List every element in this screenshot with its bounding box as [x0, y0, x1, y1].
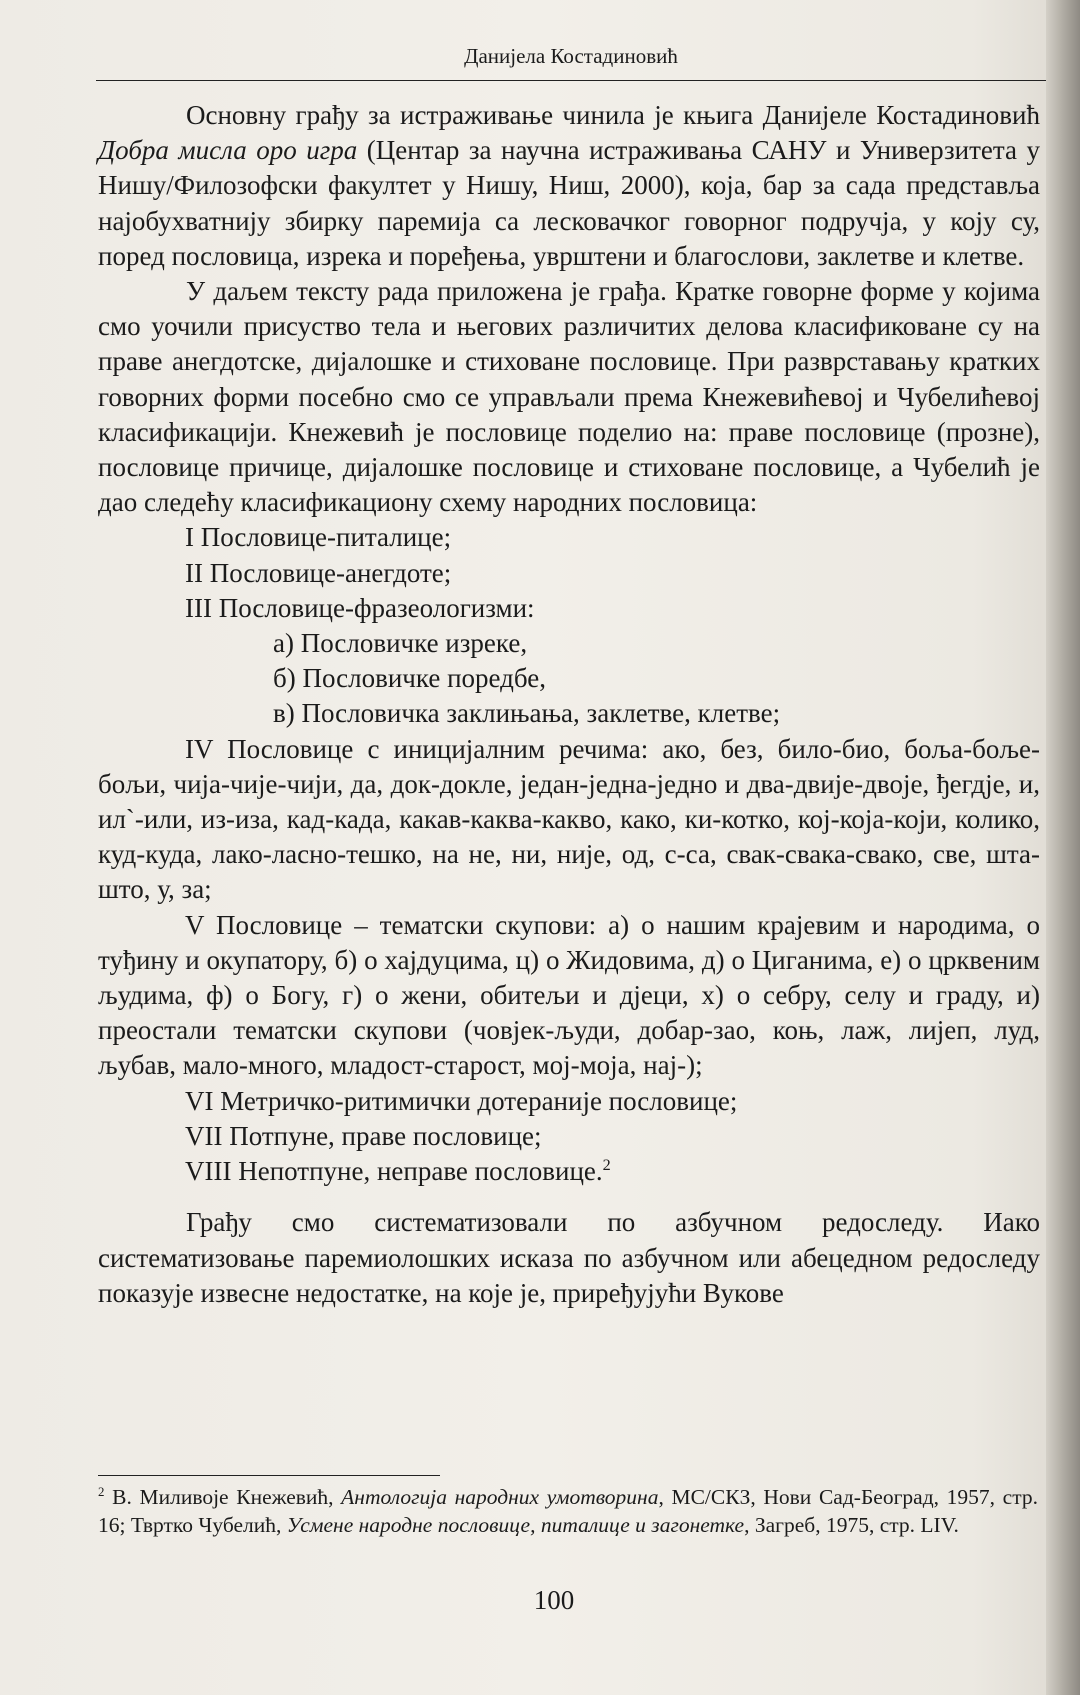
paragraph-3: Грађу смо систематизовали по азбучном редоследу. Иако систематизовање паремиолошких исказа по азбучном или абецедном редоследу показује извесне недостатке, на које је, приређујући Вукове [98, 1207, 1040, 1308]
classification-subitem-a: а) Пословичке изреке, [273, 628, 528, 659]
classification-item-5: V Пословице – тематски скупови: а) о нашим крајевим и народима, о туђину и окупатору, б) о хајдуцима, ц) о Жидовима, д) о Циганима, е) о црквеним људима, ф) о Богу, г) о жени, обитељи и дјеци, х) о себру, селу и граду, и) преостали тематски скупови (човјек-људи, добар-зао, коњ, лаж, лијеп, луд, љубав, мало-много, младост-старост, мој-моја, нај-); [98, 909, 1040, 1081]
page-number: 100 [533, 1585, 575, 1615]
classification-item-2: II Пословице-анегдоте; [185, 557, 452, 588]
running-header: Данијела Костадиновић [464, 44, 678, 68]
classification-item-7: VII Потпуне, праве пословице; [185, 1120, 542, 1151]
footnote-mark: 2 [98, 1484, 105, 1499]
classification-item-6: VI Метричко-ритимички дотераније пословице; [185, 1085, 738, 1116]
classification-subitem-b: б) Пословичке поредбе, [273, 663, 546, 694]
header-rule [96, 80, 1046, 81]
classification-item-8: VIII Непотпуне, неправе пословице.$^2$ [185, 1156, 611, 1187]
paragraph-2: У даљем тексту рада приложена је грађа. Кратке говорне форме у којима смо уочили присуство тела и његових различитих делова класификоване су на праве анегдотске, дијалошке и стиховане пословице. При разврставању кратких говорних форми посебно смо се управљали према Кнежевићевој и Чубелићевој класификацији. Кнежевић је пословице поделио на: праве пословице (прозне), пословице причице, дијалошке пословице и стиховане пословице, а Чубелић је дао следећу класификациону схему народних пословица: [98, 276, 1040, 518]
classification-subitem-c: в) Пословичка заклињања, заклетве, клетве; [273, 698, 781, 729]
footnote: $^2$ В. Миливоје Кнежевић, Антологија народних умотворина, МС/СКЗ, Нови Сад-Београд, 1957, стр. 16; Твртко Чубелић, Усмене народне пословице, питалице и загонетке, Загреб, 1975, стр. LIV. [98, 1484, 1038, 1537]
footnote-rule [98, 1475, 440, 1476]
classification-item-1: I Пословице-питалице; [185, 522, 452, 553]
body-text [98, 98, 1040, 1311]
book-title: Добра мисла оро игра [98, 135, 358, 166]
classification-item-4: IV Пословице с иницијалним речима: ако, без, било-био, боља-боље-бољи, чија-чије-чији, да, док-докле, један-једна-једно и два-двије-двоје, ђегдје, и, ил`-или, из-иза, кад-када, какав-каква-какво, како, ки-котко, кој-која-који, колико, куд-куда, лако-ласно-тешко, на не, ни, није, од, с-са, свак-свака-свако, све, шта-што, у, за; [98, 733, 1040, 905]
paragraph-1: Основну грађу за истраживање чинила је књига Данијеле Костадиновић Добра мисла оро игра (Центар за научна истраживања САНУ и Универзитета у Нишу/Филозофски факултет у Нишу, Ниш, 2000), која, бар за сада представља најобухватнију збирку паремија са лесковачког говорног подручја, у коју су, поред пословица, изрека и поређења, уврштени и благослови, заклетве и клетве. [98, 100, 1040, 271]
classification-item-3: III Пословице-фразеологизми: [185, 592, 535, 623]
book-spine-shadow [1046, 0, 1080, 1695]
footnote-reference[interactable]: 2 [602, 1156, 611, 1175]
